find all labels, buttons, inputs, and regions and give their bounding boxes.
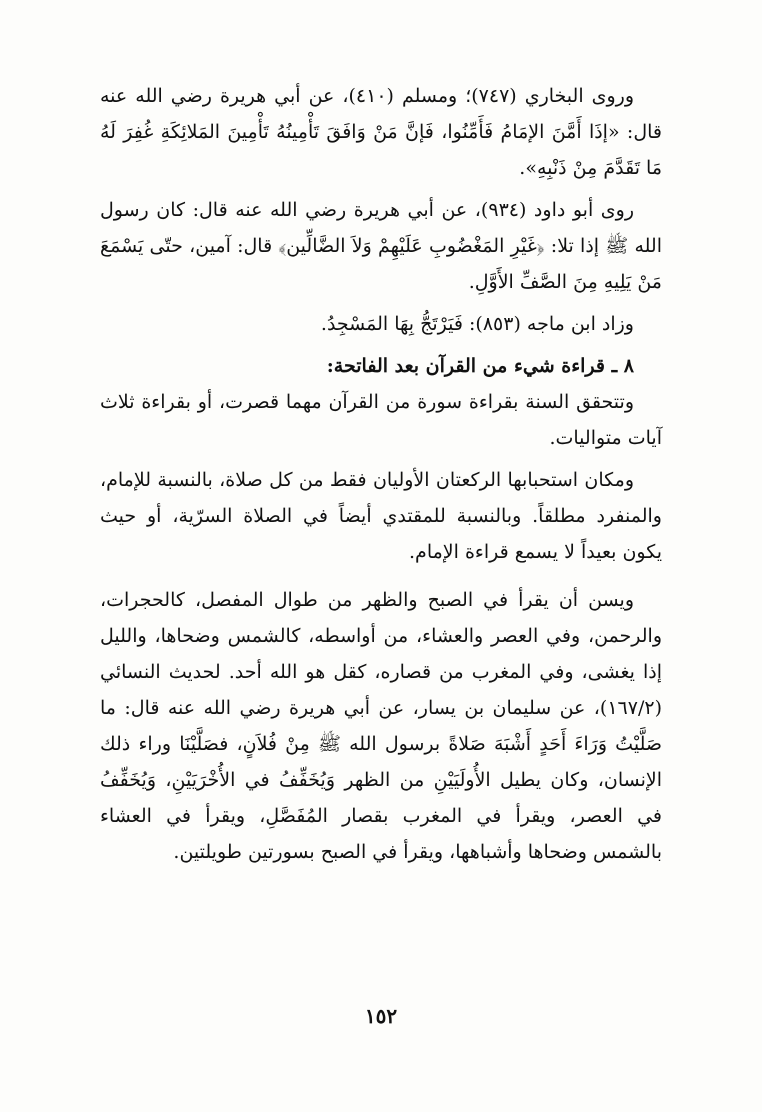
paragraph-abu-dawud-narration: روى أبو داود (٩٣٤)، عن أبي هريرة رضي الله عنه قال: كان رسول الله ﷺ إذا تلا: ﴿غَيْرِ المَغْضُوبِ عَلَيْهِمْ وَلاَ الضَّالِّين﴾ قال: آمين، حتّى يَسْمَعَ مَنْ يَلِيهِ مِنَ الصَّفِّ الأَوَّلِ. xyxy=(100,199,662,293)
paragraph-place-of-recitation: ومكان استحبابها الركعتان الأوليان فقط من كل صلاة، بالنسبة للإمام، والمنفرد مطلقاً. وبالنسبة للمقتدي أيضاً في الصلاة السرّية، أو حيث يكون بعيداً لا يسمع قراءة الإمام. xyxy=(100,469,662,563)
paragraph-sunnah-recitation: وتتحقق السنة بقراءة سورة من القرآن مهما قصرت، أو بقراءة ثلاث آيات متواليات. xyxy=(100,391,662,449)
section-heading: ٨ ـ قراءة شيء من القرآن بعد الفاتحة: xyxy=(326,355,634,377)
paragraph-bukhari-muslim-narration: وروى البخاري (٧٤٧)؛ ومسلم (٤١٠)، عن أبي هريرة رضي الله عنه قال: «إذَا أَمَّنَ الإمَامُ فَأَمِّنُوا، فَإنَّ مَنْ وَافَقَ تَأْمِينُهُ تَأْمِينَ المَلائِكَةِ غُفِرَ لَهُ مَا تَقَدَّمَ مِنْ ذَنْبِهِ». xyxy=(100,85,662,179)
paragraph-ibn-majah-addition: وزاد ابن ماجه (٨٥٣): فَيَرْتَجُّ بِهَا المَسْجِدُ. xyxy=(320,313,634,335)
paragraph-recommended-surahs: ويسن أن يقرأ في الصبح والظهر من طوال المفصل، كالحجرات، والرحمن، وفي العصر والعشاء، من أواسطه، كالشمس وضحاها، والليل إذا يغشى، وفي المغرب من قصاره، كقل هو الله أحد. لحديث النسائي (١٦٧/٢)، عن سليمان بن يسار، عن أبي هريرة رضي الله عنه قال: ما صَلَّيْتُ وَرَاءَ أَحَدٍ أَشْبَهَ صَلاةً برسول الله ﷺ مِنْ فُلاَنٍ، فصَلَّيْنَا وراء ذلك الإنسان، وكان يطيل الأُولَيَيْنِ من الظهر وَيُخَفِّفُ في الأُخْرَيَيْنِ، وَيُخَفِّفُ في العصر، ويقرأ في المغرب بقصار المُفَصَّلِ، ويقرأ في العشاء بالشمس وضحاها وأشباهها، ويقرأ في الصبح بسورتين طويلتين. xyxy=(100,589,662,863)
page-number: ١٥٢ xyxy=(364,1004,398,1028)
